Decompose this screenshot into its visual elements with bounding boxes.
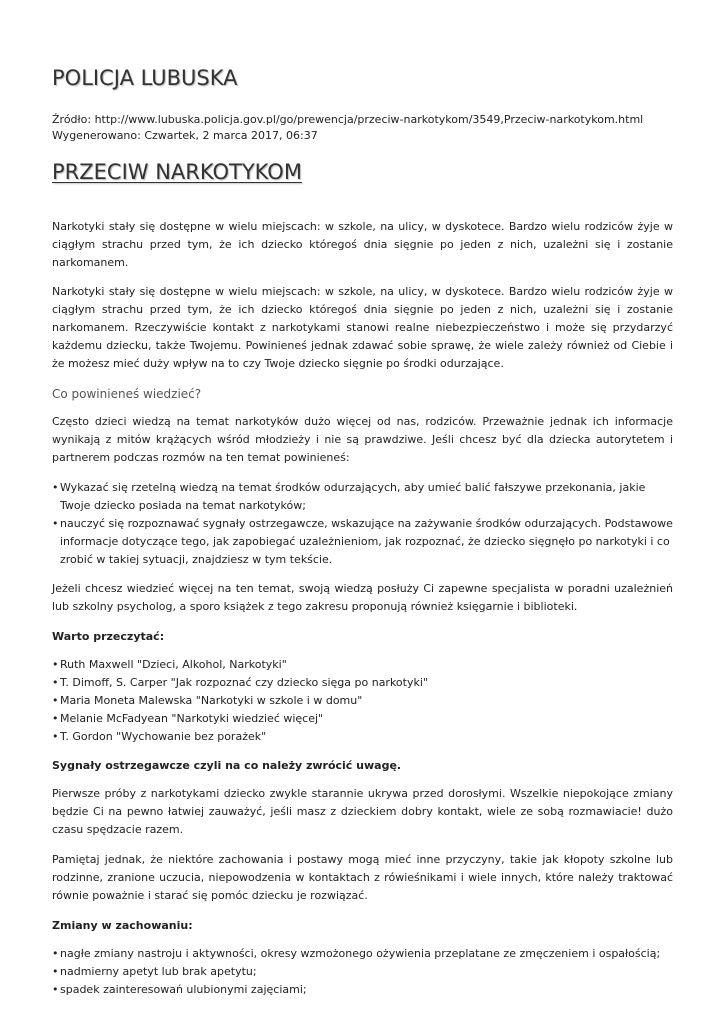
generated-line: Wygenerowano: Czwartek, 2 marca 2017, 06:37 (52, 129, 318, 142)
document-meta (52, 112, 673, 144)
list-item: • T. Dimoff, S. Carper "Jak rozpoznać czy dziecko sięga po narkotyki" (52, 674, 673, 692)
list-item: • Ruth Maxwell "Dzieci, Alkohol, Narkotyki" (52, 656, 673, 674)
list-item: • Wykazać się rzetelną wiedzą na temat środków odurzających, aby umieć balić fałszywe przekonania, jakie Twoje dziecko posiada na temat narkotyków; (52, 479, 673, 515)
document-page (52, 62, 673, 1010)
list-item: • spadek zainteresowań ulubionymi zajęciami; (52, 981, 673, 999)
list-item: • Melanie McFadyean "Narkotyki wiedzieć więcej" (52, 710, 673, 728)
list-item: • Maria Moneta Malewska "Narkotyki w szkole i w domu" (52, 692, 673, 710)
list-item: • T. Gordon "Wychowanie bez porażek" (52, 728, 673, 746)
paragraph-specialist: Jeżeli chcesz wiedzieć więcej na ten temat, swoją wiedzą posłuży Ci zapewne specjalista w poradni uzależnień lub szkolny psycholog, a sporo książek z tego zakresu proponują również księgarnie i biblioteki. (52, 582, 673, 613)
lead-paragraph: Narkotyki stały się dostępne w wielu miejscach: w szkole, na ulicy, w dyskotece. Bardzo wielu rodziców żyje w ciągłym strachu przed tym, że ich dziecko któregoś dnia sięgnie po jeden z nich, uzależni się i zostanie narkomanem. (52, 220, 673, 269)
reading-list (52, 656, 673, 746)
site-title: POLICJA LUBUSKA (52, 66, 238, 90)
signals-heading: Sygnały ostrzegawcze czyli na co należy zwrócić uwagę. (52, 759, 402, 772)
paragraph-intro: Narkotyki stały się dostępne w wielu miejscach: w szkole, na ulicy, w dyskotece. Bardzo wielu rodziców żyje w ciągłym strachu przed tym, że ich dziecko któregoś dnia sięgnie po jeden z nich, uzależni się i zostanie narkomanem. Rzeczywiście kontakt z narkotykami stanowi realne niebezpieczeństwo i może się przydarzyć każdemu dziecku, także Twojemu. Powinieneś jednak zdawać sobie sprawę, że wiele zależy również od Ciebie i że możesz mieć duży wpływ na to czy Twoje dziecko sięgnie po środki odurzające. (52, 285, 673, 370)
article-title: PRZECIW NARKOTYKOM (52, 160, 302, 184)
behavior-list (52, 945, 673, 999)
article-content (52, 218, 673, 999)
paragraph-first-attempts: Pierwsze próby z narkotykami dziecko zwykle starannie ukrywa przed dorosłymi. Wszelkie niepokojące zmiany będzie Ci na pewno łatwiej zauważyć, jeśli masz z dzieckiem dobry kontakt, wiele ze sobą rozmawiacie! dużo czasu spędzacie razem. (52, 787, 673, 836)
paragraph-other-causes: Pamiętaj jednak, że niektóre zachowania i postawy mogą mieć inne przyczyny, takie jak kłopoty szkolne lub rodzinne, zranione uczucia, niepowodzenia w kontaktach z rówieśnikami i wiele innych, które należy traktować równie poważnie i starać się pomóc dziecku je rozwiązać. (52, 853, 673, 902)
reading-heading: Warto przeczytać: (52, 630, 165, 643)
advice-list (52, 479, 673, 569)
source-line: Źródło: http://www.lubuska.policja.gov.pl/go/prewencja/przeciw-narkotykom/3549,Przeciw-narkotykom.html (52, 113, 644, 126)
list-item: • nauczyć się rozpoznawać sygnały ostrzegawcze, wskazujące na zażywanie środków odurzających. Podstawowe informacje dotyczące tego, jak zapobiegać uzależnieniom, jak rozpoznać, że dziecko sięgnęło po narkotyki i co zrobić w takiej sytuacji, znajdziesz w tym tekście. (52, 515, 673, 569)
list-item: • nagłe zmiany nastroju i aktywności, okresy wzmożonego ożywienia przeplatane ze zmęczeniem i ospałością; (52, 945, 673, 963)
behavior-heading: Zmiany w zachowaniu: (52, 919, 193, 932)
paragraph-knowledge: Często dzieci wiedzą na temat narkotyków dużo więcej od nas, rodziców. Przeważnie jednak ich informacje wynikają z mitów krążących wśród młodzieży i nie są prawdziwe. Jeśli chcesz być dla dziecka autorytetem i partnerem podczas rozmów na ten temat powinieneś: (52, 415, 673, 464)
list-item: • nadmierny apetyt lub brak apetytu; (52, 963, 673, 981)
subheading-what-to-know: Co powinieneś wiedzieć? (52, 387, 202, 401)
